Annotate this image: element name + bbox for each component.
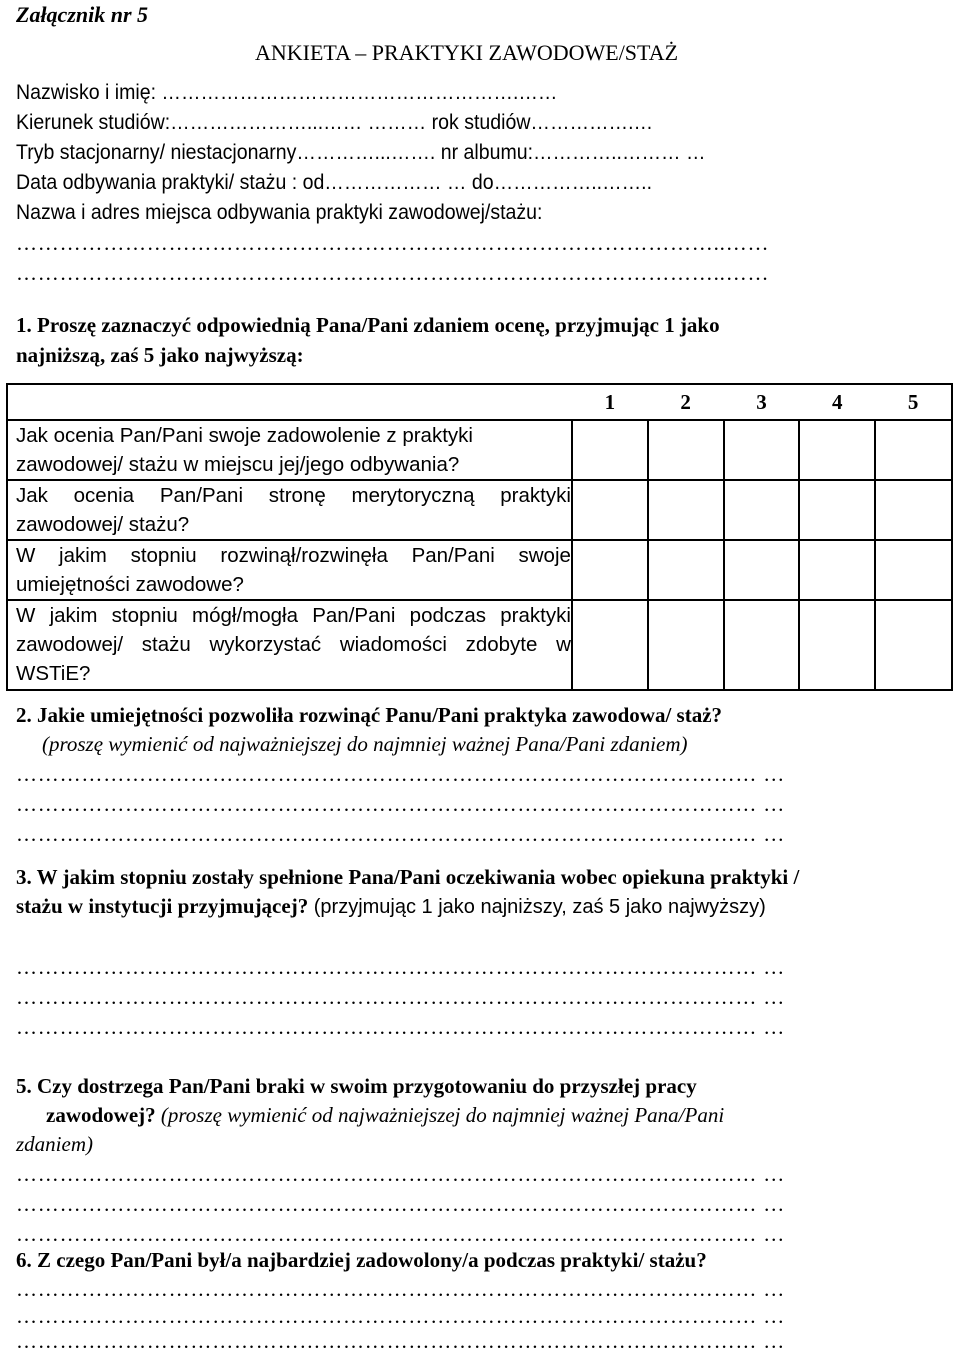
answer-line[interactable]: ………………………………………………………………………………………… … [16,1015,786,1039]
rating-cell-3[interactable] [724,600,800,690]
rating-cell-1[interactable] [572,420,648,480]
answer-line[interactable]: ………………………………………………………………………………………… … [16,1277,786,1301]
rating-cell-5[interactable] [875,480,952,540]
q1-title-line: najniższą, zaś 5 jako najwyższą: [16,343,304,367]
answer-line[interactable]: ………………………………………………………………………………………… … [16,955,786,979]
rating-table [6,383,953,691]
rating-cell-4[interactable] [799,540,875,600]
rating-cell-2[interactable] [648,600,724,690]
place-dots-line[interactable]: ……………………………………………………………………………………..…… [16,261,770,285]
q5-note: zdaniem) [16,1132,93,1156]
rating-cell-2[interactable] [648,420,724,480]
name-field[interactable]: Nazwisko i imię: ……………………………………………….…… [16,81,558,104]
q1-title-line: 1. Proszę zaznaczyć odpowiednią Pana/Pani zdaniem ocenę, przyjmując 1 jako [16,313,720,337]
field-of-study-field[interactable]: Kierunek studiów:…………………...…… ……… rok studiów…………….… [16,111,654,134]
rating-cell-1[interactable] [572,600,648,690]
place-dots-line[interactable]: ……………………………………………………………………………………..…… [16,231,770,255]
q5-title-line: 5. Czy dostrzega Pan/Pani braki w swoim przygotowaniu do przyszłej pracy [16,1074,697,1098]
answer-line[interactable]: ………………………………………………………………………………………… … [16,985,786,1009]
scale-header-5: 5 [875,384,952,420]
q3-note: (przyjmując 1 jako najniższy, zaś 5 jako najwyższy) [308,896,766,918]
rating-cell-5[interactable] [875,420,952,480]
q3-title-line [16,894,766,919]
attachment-label: Załącznik nr 5 [16,2,149,27]
scale-header-4: 4 [799,384,875,420]
page-title: ANKIETA – PRAKTYKI ZAWODOWE/STAŻ [255,40,679,65]
rating-cell-1[interactable] [572,480,648,540]
rating-question: Jak ocenia Pan/Pani stronę merytoryczną praktyki zawodowej/ stażu? [7,480,572,540]
q5-title-line [46,1103,724,1128]
answer-line[interactable]: ………………………………………………………………………………………… … [16,1222,786,1246]
rating-question: W jakim stopniu mógł/mogła Pan/Pani podczas praktyki zawodowej/ stażu wykorzystać wiadomości zdobyte w WSTiE? [7,600,572,690]
dates-field[interactable]: Data odbywania praktyki/ stażu : od……………… … do……………..…….. [16,171,653,194]
rating-question: Jak ocenia Pan/Pani swoje zadowolenie z praktyki zawodowej/ stażu w miejscu jej/jego odbywania? [7,420,572,480]
rating-cell-1[interactable] [572,540,648,600]
place-label: Nazwa i adres miejsca odbywania praktyki zawodowej/stażu: [16,201,543,224]
q3-title-bold: stażu w instytucji przyjmującej? [16,894,309,918]
q5-title-bold: zawodowej? [46,1103,156,1127]
q3-title-line: 3. W jakim stopniu zostały spełnione Pana/Pani oczekiwania wobec opiekuna praktyki / [16,865,800,889]
study-mode-field[interactable]: Tryb stacjonarny/ niestacjonarny…………...……. nr albumu:…………..……… … [16,141,706,164]
answer-line[interactable]: ………………………………………………………………………………………… … [16,1192,786,1216]
rating-row [7,540,952,600]
rating-cell-5[interactable] [875,540,952,600]
rating-cell-3[interactable] [724,540,800,600]
rating-cell-4[interactable] [799,480,875,540]
q5-note: (proszę wymienić od najważniejszej do najmniej ważnej Pana/Pani [155,1103,725,1127]
rating-question: W jakim stopniu rozwinął/rozwinęła Pan/Pani swoje umiejętności zawodowe? [7,540,572,600]
rating-cell-3[interactable] [724,480,800,540]
rating-row [7,600,952,690]
answer-line[interactable]: ………………………………………………………………………………………… … [16,762,786,786]
q2-note: (proszę wymienić od najważniejszej do najmniej ważnej Pana/Pani zdaniem) [42,732,688,756]
rating-cell-4[interactable] [799,600,875,690]
scale-header-2: 2 [648,384,724,420]
rating-cell-2[interactable] [648,540,724,600]
scale-header-1: 1 [572,384,648,420]
answer-line[interactable]: ………………………………………………………………………………………… … [16,1329,786,1353]
answer-line[interactable]: ………………………………………………………………………………………… … [16,1304,786,1328]
blank-header-cell [7,384,572,420]
q6-title: 6. Z czego Pan/Pani był/a najbardziej zadowolony/a podczas praktyki/ stażu? [16,1248,707,1272]
scale-header-3: 3 [724,384,800,420]
rating-header-row [7,384,952,420]
rating-row [7,480,952,540]
answer-line[interactable]: ………………………………………………………………………………………… … [16,1162,786,1186]
q2-title: 2. Jakie umiejętności pozwoliła rozwinąć Panu/Pani praktyka zawodowa/ staż? [16,703,723,727]
rating-cell-5[interactable] [875,600,952,690]
rating-cell-4[interactable] [799,420,875,480]
answer-line[interactable]: ………………………………………………………………………………………… … [16,792,786,816]
answer-line[interactable]: ………………………………………………………………………………………… … [16,822,786,846]
rating-cell-2[interactable] [648,480,724,540]
rating-row [7,420,952,480]
rating-cell-3[interactable] [724,420,800,480]
